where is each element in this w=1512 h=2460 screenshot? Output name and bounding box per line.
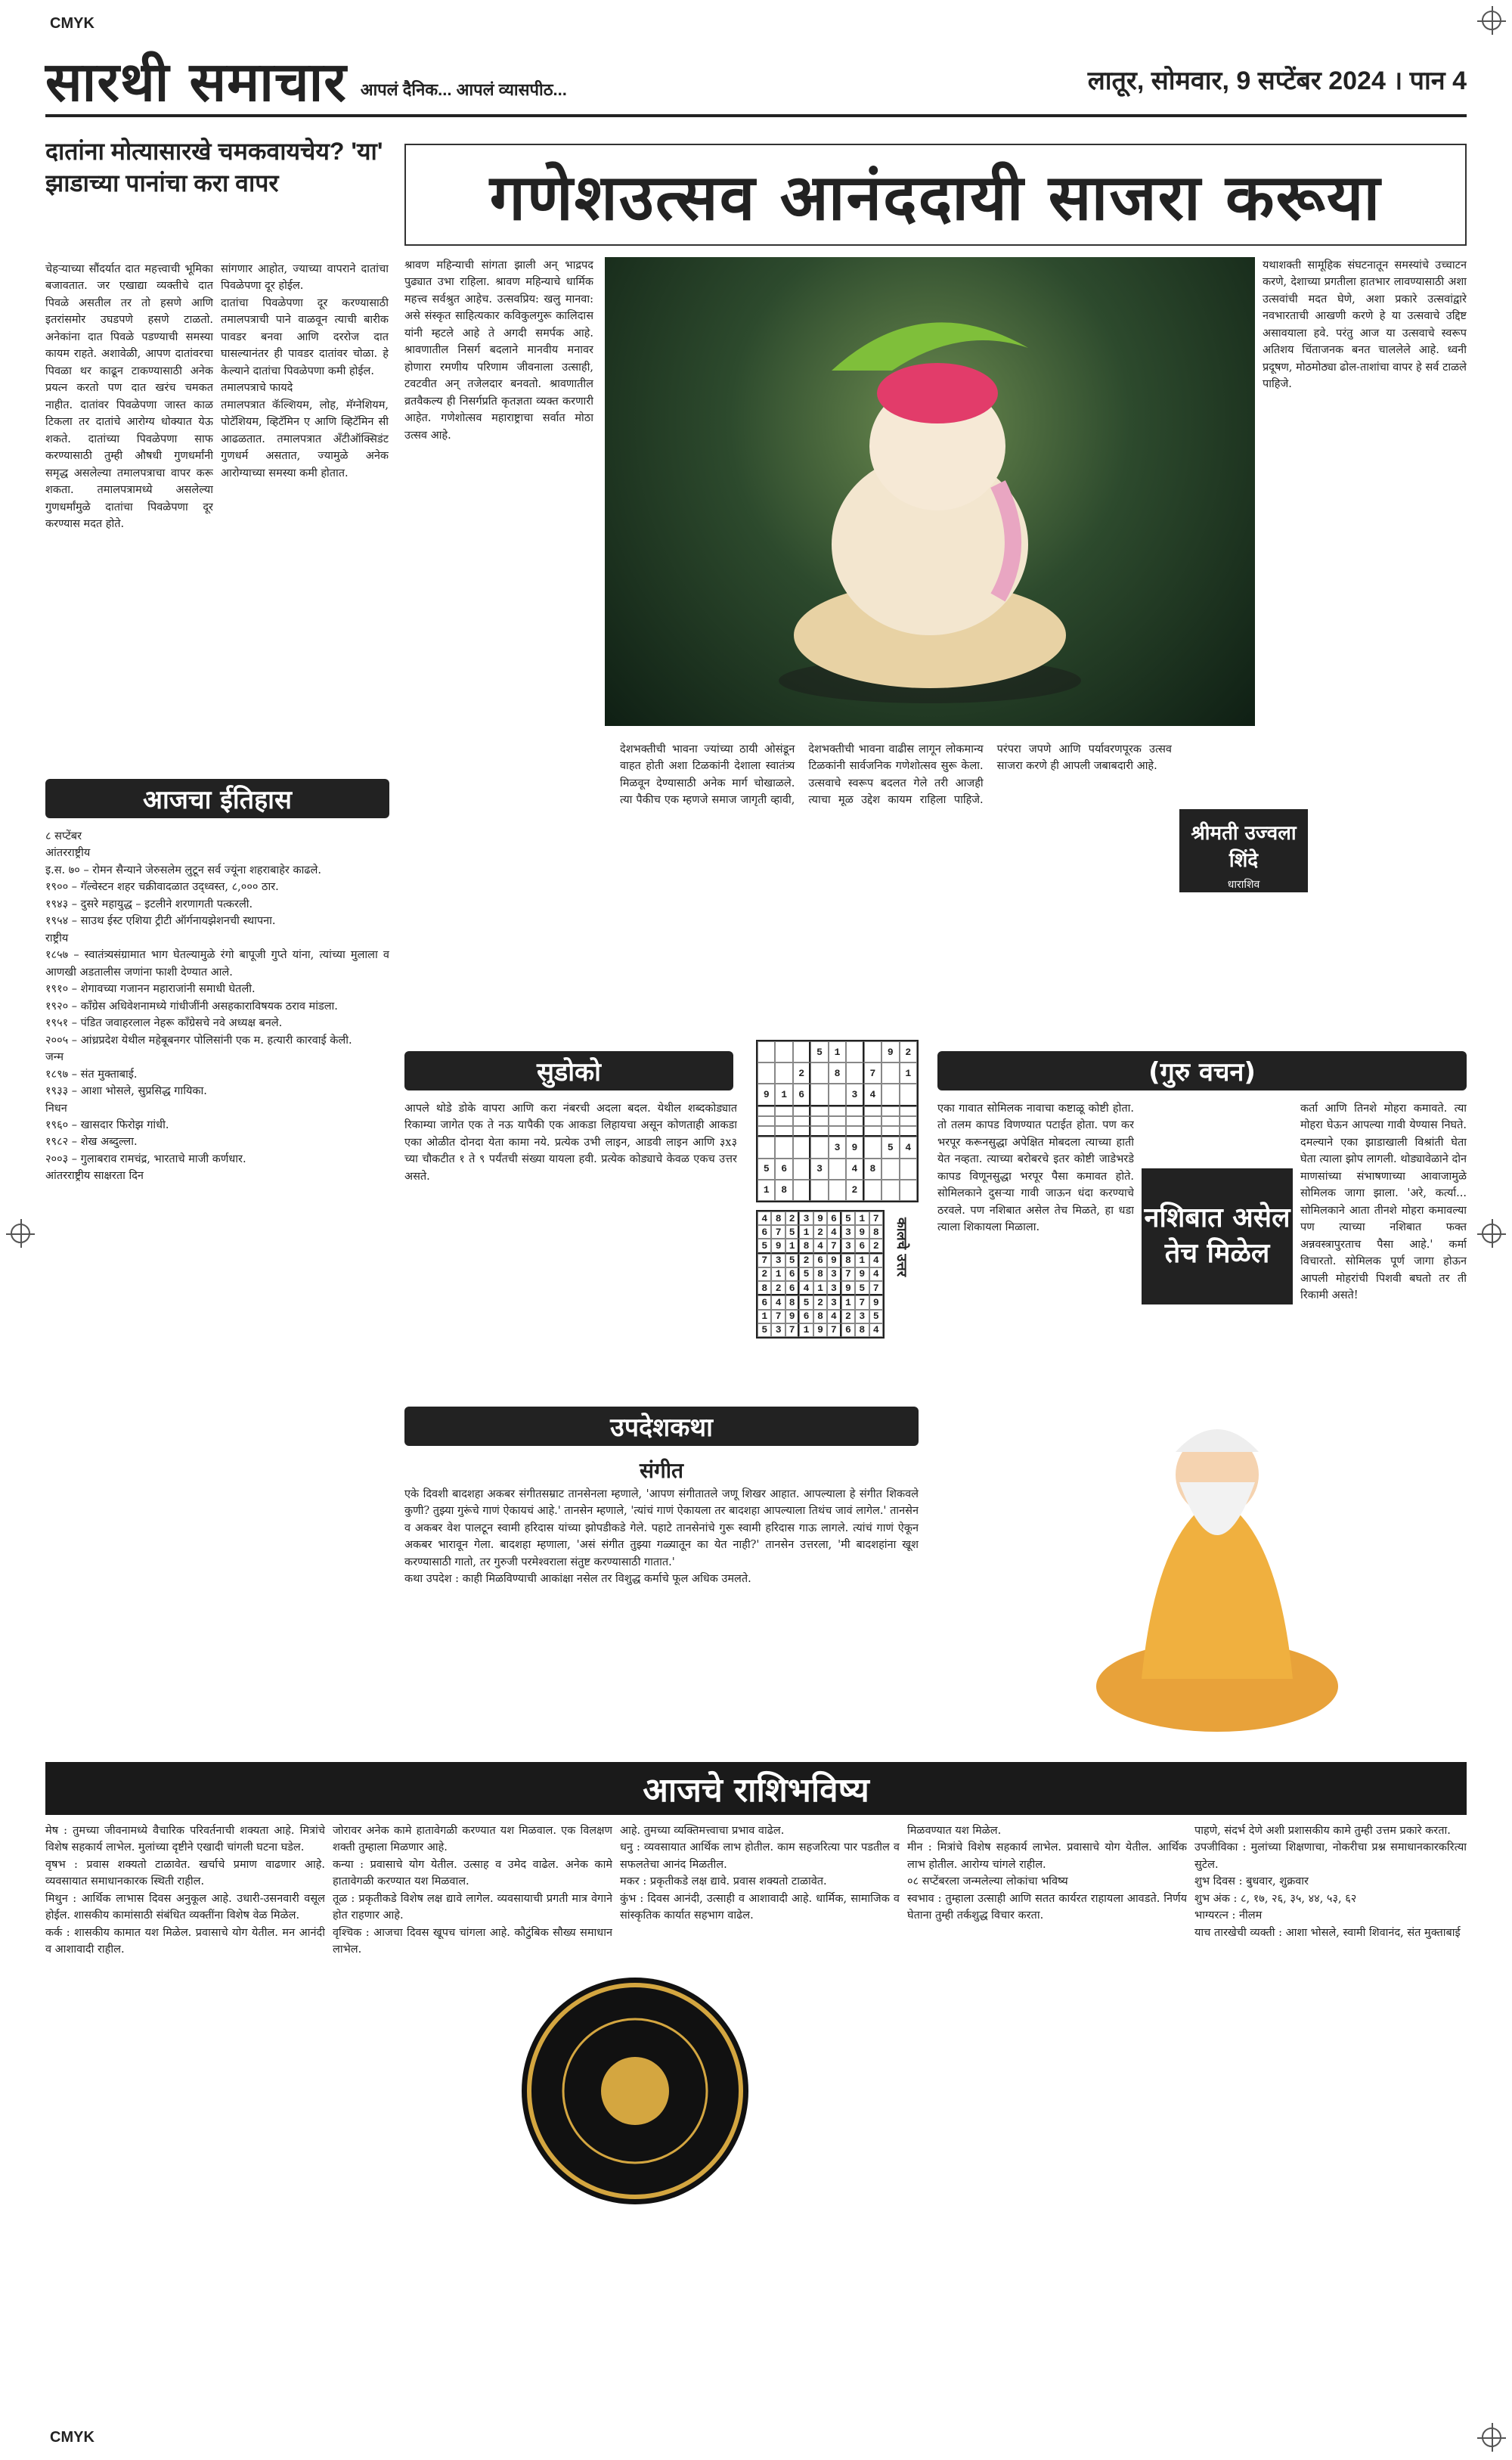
sudoku-answer-cell: 5 — [785, 1254, 799, 1267]
sudoku-cell[interactable] — [758, 1062, 775, 1084]
sudoku-cell[interactable]: 9 — [758, 1084, 775, 1106]
sudoku-answer-cell: 9 — [869, 1295, 883, 1309]
sudoku-cell[interactable] — [775, 1041, 792, 1062]
sudoku-cell[interactable]: 9 — [846, 1137, 863, 1158]
sudoku-cell[interactable] — [810, 1062, 828, 1084]
sudoku-cell[interactable] — [900, 1159, 917, 1180]
sudoku-cell[interactable] — [864, 1116, 881, 1126]
sudoku-cell[interactable] — [810, 1126, 828, 1137]
sudoku-answer-cell: 1 — [785, 1239, 799, 1253]
sudoku-cell[interactable]: 5 — [881, 1137, 899, 1158]
sudoku-answer-cell: 7 — [827, 1239, 841, 1253]
sage-illustration-icon — [1089, 1361, 1346, 1739]
sudoku-cell[interactable]: 3 — [810, 1159, 828, 1180]
rashi-col4: मिळवण्यात यश मिळेल. मीन : मित्रांचे विशेष सहकार्य लाभेल. प्रवासाचे योग येतील. आर्थिक लाभ होतील. आरोग्य चांगले राहील. ०८ सप्टेंबरला जन्मलेल्या लोकांचा भविष्य स्वभाव : तुम्हाला उत्साही आणि सतत कार्यरत राहायला आवडते. निर्णय घेताना तुम्ही तर्कशुद्ध विचार करता. — [907, 1825, 1187, 1922]
sudoku-cell[interactable] — [810, 1084, 828, 1106]
sudoku-answer-cell: 2 — [813, 1225, 827, 1239]
sudoku-answer-cell: 1 — [855, 1211, 869, 1225]
sudoku-answer-cell: 8 — [799, 1239, 813, 1253]
sudoku-answer-cell: 2 — [771, 1281, 785, 1295]
sudoku-answer-cell: 5 — [758, 1323, 771, 1337]
sudoku-answer-cell: 3 — [827, 1267, 841, 1281]
sudoku-answer-cell: 8 — [869, 1225, 883, 1239]
guru-body-left: एका गावात सोमिलक नावाचा कष्टाळू कोष्टी होता. तो तलम कापड विणण्यात पटाईत होता. पण कर भरपूर करूनसुद्धा अपेक्षित मोबदला त्याच्या हाती येत नव्हता. त्याच्या बरोबरचे इतर कोष्टी जाडेभरडे कापड विणूनसुद्धा भरपूर पैसा कमावत होते. सोमिलकाने दुसऱ्या गावी जाऊन धंदा करण्याचे ठरवले. पण नशिबात असेल तेच मिळते, हा धडा त्याला शिकायला मिळाला. — [937, 1103, 1134, 1234]
masthead — [45, 45, 1467, 117]
sudoku-cell[interactable] — [793, 1116, 810, 1126]
sudoku-answer-cell: 5 — [785, 1225, 799, 1239]
sudoku-cell[interactable]: 6 — [793, 1084, 810, 1106]
sudoku-cell[interactable]: 1 — [758, 1180, 775, 1201]
sudoku-answer-cell: 1 — [855, 1254, 869, 1267]
sudoku-cell[interactable] — [900, 1180, 917, 1201]
sudoku-puzzle-grid[interactable] — [756, 1040, 919, 1202]
sudoku-answer-cell: 8 — [813, 1267, 827, 1281]
sudoku-answer-cell: 7 — [841, 1267, 855, 1281]
registration-crosshair-icon — [1482, 1224, 1501, 1243]
sudoku-answer-cell: 4 — [869, 1323, 883, 1337]
sudoku-cell[interactable]: 4 — [864, 1084, 881, 1106]
sudoku-answer-cell: 1 — [771, 1267, 785, 1281]
sudoku-answer-cell: 2 — [758, 1267, 771, 1281]
tagline: आपलं दैनिक... आपलं व्यासपीठ... — [360, 79, 567, 99]
teeth-article-headline: दातांना मोत्यासारखे चमकवायचेय? 'या' झाडाच्या पानांचा करा वापर — [45, 138, 383, 197]
sudoku-answer-cell: 6 — [827, 1211, 841, 1225]
ganesh-article-col-right: यथाशक्ती सामूहिक संघटनातून समस्यांचे उच्चाटन करणे, देशाच्या प्रगतीला हातभार लावण्यासाठी अशा उत्सवांची मदत घेणे, अशा प्रकारे उत्सवांद्वारे नवभारताची आखणी करणे हे या उत्सवाचे उद्दिष्ट असावयाला हवे. परंतु आज या उत्सवाचे स्वरूप अतिशय चिंताजनक बनत चाललेले आहे. ध्वनी प्रदूषण, मोठमोठ्या ढोल-ताशांचा वापर हे सर्व टाळले पाहिजे. — [1263, 259, 1467, 391]
sudoku-answer-cell: 1 — [813, 1281, 827, 1295]
sudoku-answer-cell: 9 — [813, 1323, 827, 1337]
sudoku-answer-cell: 1 — [799, 1225, 813, 1239]
sudoku-answer-cell: 6 — [758, 1295, 771, 1309]
sudoku-answer-cell: 4 — [869, 1267, 883, 1281]
sudoku-cell[interactable] — [864, 1106, 881, 1116]
sudoku-answer-cell: 5 — [869, 1310, 883, 1323]
sudoku-cell[interactable] — [846, 1126, 863, 1137]
sudoku-cell[interactable]: 5 — [810, 1041, 828, 1062]
dateline: लातूर, सोमवार, 9 सप्टेंबर 2024 । पान 4 — [1087, 67, 1467, 95]
sudoku-cell[interactable]: 8 — [775, 1180, 792, 1201]
sudoku-cell[interactable] — [846, 1041, 863, 1062]
sudoku-cell[interactable]: 3 — [846, 1084, 863, 1106]
sudoku-answer-cell: 4 — [827, 1310, 841, 1323]
ganesh-article-banner: गणेशउत्सव आनंददायी साजरा करूया — [404, 144, 1467, 246]
sudoku-answer-cell: 3 — [855, 1310, 869, 1323]
history-body: ८ सप्टेंबर आंतरराष्ट्रीय इ.स. ७० – रोमन सैन्याने जेरुसलेम लुटून सर्व ज्यूंना शहराबाहेर काढले. १९०० – गॅल्वेस्टन शहर चक्रीवादळात उद्ध्वस्त, ८,००० ठार. १९४३ – दुसरे महायुद्ध – इटलीने शरणागती पत्करली. १९५४ – साउथ ईस्ट एशिया ट्रीटी ऑर्गनायझेशनची स्थापना. राष्ट्रीय १८५७ – स्वातंत्र्यसंग्रामात भाग घेतल्यामुळे रंगो बापूजी गुप्ते यांना, त्यांच्या मुलाला व आणखी अडतालीस जणांना फाशी देण्यात आले. १९१० – शेगावच्या गजानन महाराजांनी समाधी घेतली. १९२० – कॉंग्रेस अधिवेशनामध्ये गांधीजींनी असहकाराविषयक ठराव मांडला. १९५१ – पंडित जवाहरलाल नेहरू काँग्रेसचे नवे अध्यक्ष बनले. २००५ – आंध्रप्रदेश येथील महेबूबनगर पोलिसांनी एक म. हत्यारी कारवाई केली. जन्म १८९७ – संत मुक्ताबाई. १९३३ – आशा भोसले, सुप्रसिद्ध गायिका. निधन १९६० – खासदार फिरोझ गांधी. १९८२ – शेख अब्दुल्ला. २००३ – गुलाबराव रामचंद्र, भारताचे माजी कर्णधार. आंतरराष्ट्रीय साक्षरता दिन — [45, 830, 389, 1183]
sudoku-cell[interactable] — [775, 1126, 792, 1137]
sudoku-cell[interactable] — [775, 1137, 792, 1158]
guru-title: नशिबात असेल तेच मिळेल — [1142, 1168, 1293, 1304]
sudoku-answer-cell: 5 — [799, 1295, 813, 1309]
sudoku-cell[interactable] — [810, 1180, 828, 1201]
sudoku-cell[interactable]: 9 — [881, 1041, 899, 1062]
sudoku-answer-cell: 7 — [869, 1211, 883, 1225]
sudoku-cell[interactable] — [793, 1106, 810, 1116]
sudoku-answer-cell: 7 — [827, 1323, 841, 1337]
sudoku-answer-grid — [756, 1210, 885, 1339]
rashi-col5: पाहणे, संदर्भ देणे अशी प्रशासकीय कामे तुम्ही उत्तम प्रकारे करता. उपजीविका : मुलांच्या शिक्षणाचा, नोकरीचा प्रश्न समाधानकारकरित्या सुटेल. शुभ दिवस : बुधवार, शुक्रवार शुभ अंक : ८, १७, २६, ३५, ४४, ५३, ६२ भाग्यरत्न : नीलम याच तारखेची व्यक्ती : आशा भोसले, स्वामी शिवानंद, संत मुक्ताबाई — [1194, 1825, 1467, 1939]
sudoku-cell[interactable] — [793, 1180, 810, 1201]
sudoku-cell[interactable] — [881, 1084, 899, 1106]
rashi-heading: आजचे राशिभविष्य — [45, 1762, 1467, 1815]
sudoku-cell[interactable] — [900, 1116, 917, 1126]
guru-body-right: कर्ता आणि तिनशे मोहरा कमावते. त्या मोहरा घेऊन आपल्या गावी येण्यास निघते. दमल्याने एका झाडाखाली विश्रांती घेता घेता त्याला झोप लागली. थोड्यावेळाने दोन माणसांच्या संभाषणाच्या आवाजामुळे सोमिलक जागा झाला. 'अरे, कर्त्या... सोमिलकाने आता तीनशे मोहरा कमावल्या पण त्याच्या नशिबात फक्त अन्नवस्त्रापुरताच पैसा आहे.' कर्मा विचारतो. सोमिलक पूर्ण जागा होऊन आपली मोहरांची पिशवी बघतो तर ती रिकामी असते! — [1300, 1103, 1467, 1302]
sudoku-answer-cell: 8 — [813, 1310, 827, 1323]
sudoku-cell[interactable] — [881, 1159, 899, 1180]
rashi-col3: आहे. तुमच्या व्यक्तिमत्त्वाचा प्रभाव वाढेल. धनु : व्यवसायात आर्थिक लाभ होतील. काम सहजरित्या पार पडतील व सफलतेचा आनंद मिळतील. मकर : प्रकृतीकडे लक्ष द्यावे. प्रवास शक्यतो टाळावेत. कुंभ : दिवस आनंदी, उत्साही व आशावादी आहे. धार्मिक, सामाजिक व सांस्कृतिक कार्यात सहभाग वाढेल. — [620, 1825, 900, 1922]
sudoku-cell[interactable] — [881, 1116, 899, 1126]
sudoku-cell[interactable] — [881, 1106, 899, 1116]
sudoku-answer-cell: 3 — [841, 1239, 855, 1253]
sudoku-cell[interactable]: 4 — [900, 1137, 917, 1158]
author-name: श्रीमती उज्वला शिंदे — [1191, 822, 1297, 872]
sudoku-cell[interactable] — [793, 1126, 810, 1137]
sudoku-answer-cell: 7 — [758, 1254, 771, 1267]
sudoku-cell[interactable] — [864, 1180, 881, 1201]
sudoku-answer-cell: 6 — [799, 1310, 813, 1323]
sudoku-answer-cell: 4 — [799, 1281, 813, 1295]
sudoku-cell[interactable] — [775, 1116, 792, 1126]
ganesh-idol-photo — [605, 257, 1255, 726]
sudoku-cell[interactable] — [881, 1180, 899, 1201]
sudoku-answer-cell: 9 — [771, 1239, 785, 1253]
sudoku-cell[interactable] — [758, 1116, 775, 1126]
ganesh-article-col-left: श्रावण महिन्याची सांगता झाली अन् भाद्रपद पुढ्यात उभा राहिला. श्रावण महिन्याचे धार्मिक महत्त्व सर्वश्रुत आहेच. उत्सवप्रिय: खलु मानवा: असे संस्कृत साहित्यकार कविकुलगुरू कालिदास यांनी म्हटले आहे ते अगदी समर्पक आहे. श्रावणातील निसर्ग बदलाने मानवीय मनावर होणारा रमणीय परिणाम जीवनाला उत्साही, टवटवीत अन् तजेलदार बनवतो. श्रावणातील व्रतवैकल्य ही निसर्गप्रति कृतज्ञता व्यक्त करणारी आहेत. गणेशोत्सव महाराष्ट्राचा सर्वात मोठा उत्सव आहे. — [404, 259, 593, 442]
sudoku-cell[interactable] — [900, 1084, 917, 1106]
sudoku-cell[interactable] — [900, 1126, 917, 1137]
sudoku-answer-cell: 6 — [813, 1254, 827, 1267]
registration-crosshair-icon — [11, 1224, 30, 1243]
sudoku-cell[interactable]: 2 — [793, 1062, 810, 1084]
sudoku-cell[interactable]: 2 — [846, 1180, 863, 1201]
sudoku-answer-cell: 2 — [799, 1254, 813, 1267]
sudoku-answer-cell: 8 — [785, 1295, 799, 1309]
sudoku-answer-cell: 7 — [771, 1310, 785, 1323]
sudoku-cell[interactable]: 4 — [846, 1159, 863, 1180]
sudoku-cell[interactable]: 6 — [775, 1159, 792, 1180]
sudoku-tab: सुडोको — [404, 1051, 733, 1090]
sudoku-cell[interactable] — [775, 1062, 792, 1084]
sudoku-cell[interactable] — [758, 1137, 775, 1158]
registration-crosshair-icon — [1482, 11, 1501, 30]
sudoku-answer-cell: 6 — [785, 1281, 799, 1295]
newspaper-brand: सारथी समाचार — [45, 48, 347, 113]
sudoku-answer-cell: 1 — [799, 1323, 813, 1337]
sudoku-answer-cell: 9 — [855, 1225, 869, 1239]
sudoku-cell[interactable] — [864, 1126, 881, 1137]
rashi-col2-top: जोरावर अनेक कामे हातावेगळी करण्यात यश मिळवाल. एक विलक्षण शक्ती तुम्हाला मिळणार आहे. कन्या : प्रवासाचे योग येतील. उत्साह व उमेद वाढेल. अनेक कामे हातावेगळी करण्यात यश मिळवाल. तूळ : प्रकृतीकडे विशेष लक्ष द्यावे लागेल. व्यवसायाची प्रगती मात्र वेगाने होत राहणार आहे. वृश्चिक : आजचा दिवस खूपच चांगला आहे. कौटुंबिक सौख्य समाधान लाभेल. — [333, 1825, 612, 1956]
sudoku-cell[interactable] — [900, 1106, 917, 1116]
sudoku-answer-cell: 8 — [855, 1323, 869, 1337]
sudoku-cell[interactable]: 1 — [775, 1084, 792, 1106]
sudoku-cell[interactable]: 2 — [900, 1041, 917, 1062]
cmyk-mark-bottom: CMYK — [50, 2429, 94, 2446]
sudoku-answer-cell: 7 — [855, 1295, 869, 1309]
sudoku-answer-cell: 7 — [771, 1225, 785, 1239]
teeth-article-col1: चेहऱ्याच्या सौंदर्यात दात महत्त्वाची भूमिका बजावतात. जर एखाद्या व्यक्तीचे दात पिवळे असतील तर तो हसणे आणि इतरांसमोर उघडपणे हसणे टाळतो. अनेकांना दात पिवळे पडण्याची समस्या कायम राहते. अशावेळी, आपण दातांवरचा पिवळा थर काढून टाकण्यासाठी अनेक प्रयत्न करतो पण दात खरंच चमकत नाहीत. दातांवर पिवळेपणा जास्त काळ टिकला तर दातांचे आरोग्य धोक्यात येऊ शकते. दातांच्या पिवळेपणा साफ करण्यासाठी तुम्ही औषधी गुणधर्मांनी समृद्ध असलेल्या तमालपत्राचा वापर करू शकता. तमालपत्रामध्ये असलेल्या गुणधर्मांमुळे दातांचा पिवळेपणा दूर करण्यास मदत होते. — [45, 263, 213, 531]
sudoku-answer-cell: 4 — [813, 1239, 827, 1253]
sudoku-answer-cell: 1 — [758, 1310, 771, 1323]
sudoku-answer-cell: 7 — [785, 1323, 799, 1337]
upadesh-tab: उपदेशकथा — [404, 1407, 919, 1446]
sudoku-cell[interactable]: 1 — [900, 1062, 917, 1084]
author-box — [1179, 809, 1308, 892]
sudoku-answer-cell: 5 — [855, 1281, 869, 1295]
cmyk-mark-top: CMYK — [50, 15, 94, 32]
sudoku-instructions: आपले थोडे डोके वापरा आणि करा नंबरची अदला बदल. येथील शब्दकोड्यात रिकाम्या जागेत एक ते नऊ यापैकी एक आकडा लिहायचा असून कोणताही आकडा एका ओळीत दोनदा येता कामा नये. प्रत्येक उभी लाइन, आडवी लाइन आणि ३x३ च्या चौकटीत १ ते ९ पर्यंतची संख्या यायला हवी. प्रत्येक कोड्याचे केवळ एकच उत्तर असते. — [404, 1103, 737, 1183]
sudoku-answer-cell: 9 — [785, 1310, 799, 1323]
sudoku-cell[interactable] — [810, 1137, 828, 1158]
sudoku-cell[interactable] — [758, 1126, 775, 1137]
sudoku-cell[interactable] — [758, 1041, 775, 1062]
sudoku-cell[interactable] — [810, 1106, 828, 1116]
sudoku-cell[interactable]: 3 — [829, 1137, 846, 1158]
sudoku-cell[interactable] — [864, 1041, 881, 1062]
sudoku-answer-cell: 5 — [758, 1239, 771, 1253]
sudoku-cell[interactable]: 8 — [829, 1062, 846, 1084]
sudoku-answer-cell: 2 — [813, 1295, 827, 1309]
sudoku-answer-cell: 3 — [799, 1211, 813, 1225]
rashi-col1: मेष : तुमच्या जीवनामध्ये वैचारिक परिवर्तनाची शक्यता आहे. मित्रांचे विशेष सहकार्य लाभेल. मुलांच्या दृष्टीने एखादी चांगली घटना घडेल. वृषभ : प्रवास शक्यतो टाळावेत. खर्चाचे प्रमाण वाढणार आहे. व्यवसायात समाधानकारक स्थिती राहील. मिथुन : आर्थिक लाभास दिवस अनुकूल आहे. उधारी-उसनवारी वसूल होईल. शासकीय कामांसाठी संबंधित व्यक्तींना विशेष वेळ मिळेल. कर्क : शासकीय कामात यश मिळेल. प्रवासाचे योग येतील. मन आनंदी व आशावादी राहील. — [45, 1825, 325, 1956]
sudoku-answer-cell: 3 — [771, 1323, 785, 1337]
sudoku-answer-cell: 7 — [869, 1281, 883, 1295]
sudoku-cell[interactable] — [829, 1126, 846, 1137]
sudoku-answer-cell: 5 — [841, 1211, 855, 1225]
upadesh-body: एके दिवशी बादशहा अकबर संगीतसम्राट तानसेनला म्हणाले, 'आपण संगीतातले जणू शिखर आहात. आपल्याला हे संगीत शिकवले कुणी? तुझ्या गुरूंचे गाणं ऐकायचं आहे.' तानसेन म्हणाले, 'त्यांचं गाणं ऐकायला तर बादशहा आपल्याला तिथंच जावं लागेल.' तानसेन व अकबर वेश पालटून स्वामी हरिदास यांच्या झोपडीकडे गेले. पहाटे तानसेनांचे गुरू स्वामी हरिदास गाऊ लागले. त्यांचं गाणं ऐकून अकबर भारावून गेला. बादशहा म्हणाला, 'असं संगीत तुझ्या गळ्यातून का येत नाही?' तानसेन उत्तरला, 'मी बादशहांना खूश करण्यासाठी गातो, तर गुरुजी परमेश्वराला संतुष्ट करण्यासाठी गातात.' कथा उपदेश : काही मिळविण्याची आकांक्षा नसेल तर विशुद्ध कर्माचे फूल अधिक उमलते. — [404, 1488, 919, 1586]
sudoku-answer-cell: 6 — [841, 1323, 855, 1337]
sudoku-cell[interactable] — [810, 1116, 828, 1126]
sudoku-answer-cell: 4 — [827, 1225, 841, 1239]
sudoku-answer-cell: 6 — [855, 1239, 869, 1253]
sudoku-answer-cell: 9 — [841, 1281, 855, 1295]
sudoku-cell[interactable] — [829, 1180, 846, 1201]
sudoku-cell[interactable] — [846, 1062, 863, 1084]
sudoku-cell[interactable] — [793, 1137, 810, 1158]
sudoku-answer-cell: 5 — [799, 1267, 813, 1281]
sudoku-answer-cell: 3 — [827, 1295, 841, 1309]
sudoku-cell[interactable] — [829, 1106, 846, 1116]
sudoku-answer-cell: 8 — [771, 1211, 785, 1225]
upadesh-title: संगीत — [640, 1458, 683, 1483]
sudoku-cell[interactable]: 8 — [864, 1159, 881, 1180]
sudoku-answer-cell: 2 — [841, 1310, 855, 1323]
sudoku-cell[interactable] — [793, 1159, 810, 1180]
sudoku-answer-cell: 8 — [758, 1281, 771, 1295]
sudoku-cell[interactable] — [829, 1084, 846, 1106]
sudoku-cell[interactable] — [881, 1062, 899, 1084]
sudoku-answer-cell: 3 — [771, 1254, 785, 1267]
sudoku-cell[interactable]: 1 — [829, 1041, 846, 1062]
sudoku-answer-cell: 2 — [869, 1239, 883, 1253]
sudoku-answer-cell: 4 — [869, 1254, 883, 1267]
sudoku-cell[interactable] — [846, 1116, 863, 1126]
sudoku-answer-cell: 6 — [785, 1267, 799, 1281]
sudoku-cell[interactable] — [881, 1126, 899, 1137]
sudoku-cell[interactable] — [758, 1106, 775, 1116]
sudoku-cell[interactable] — [846, 1106, 863, 1116]
sudoku-answer-cell: 9 — [827, 1254, 841, 1267]
sudoku-answer-cell: 3 — [841, 1225, 855, 1239]
ganesh-article-bottom-cols: देशभक्तीची भावना ज्यांच्या ठायी ओसंडून वाहत होती अशा टिळकांनी देशाला स्वातंत्र्य मिळवून देण्यासाठी अनेक मार्ग चोखाळले. त्या पैकीच एक म्हणजे समाज जागृती व्हावी, देशभक्तीची भावना वाढीस लागून लोकमान्य टिळकांनी सार्वजनिक गणेशोत्सव सुरू केला. उत्सवाचे स्वरूप बदलत गेले तरी आजही त्याचा मूळ उद्देश कायम राहिला पाहिजे. परंपरा जपणे आणि पर्यावरणपूरक उत्सव साजरा करणे ही आपली जबाबदारी आहे. — [620, 743, 1172, 807]
sudoku-cell[interactable]: 7 — [864, 1062, 881, 1084]
sudoku-cell[interactable] — [775, 1106, 792, 1116]
sudoku-answer-cell: 2 — [785, 1211, 799, 1225]
sudoku-answer-label: कालचे उत्तर — [894, 1218, 909, 1277]
sudoku-answer-cell: 1 — [841, 1295, 855, 1309]
sudoku-answer-cell: 9 — [813, 1211, 827, 1225]
sudoku-cell[interactable] — [864, 1137, 881, 1158]
sudoku-cell[interactable] — [829, 1116, 846, 1126]
history-tab: आजचा ईतिहास — [45, 779, 389, 818]
author-place: धाराशिव — [1227, 879, 1260, 891]
sudoku-answer-cell: 4 — [771, 1295, 785, 1309]
sudoku-cell[interactable] — [793, 1041, 810, 1062]
sudoku-cell[interactable] — [829, 1159, 846, 1180]
sudoku-answer-cell: 6 — [758, 1225, 771, 1239]
registration-crosshair-icon — [1482, 2427, 1501, 2447]
sudoku-answer-cell: 4 — [758, 1211, 771, 1225]
sudoku-answer-cell: 9 — [855, 1267, 869, 1281]
guru-tab: (गुरु वचन) — [937, 1051, 1467, 1090]
sudoku-cell[interactable]: 5 — [758, 1159, 775, 1180]
sudoku-answer-cell: 3 — [827, 1281, 841, 1295]
sudoku-answer-cell: 8 — [841, 1254, 855, 1267]
teeth-article-col2: सांगणार आहोत, ज्याच्या वापराने दातांचा पिवळेपणा दूर होईल. दातांचा पिवळेपणा दूर करण्यासाठी तमालपत्राची पाने वाळवून त्याची बारीक पावडर बनवा आणि दररोज दात घासल्यानंतर ही पावडर दातांवर चोळा. हे केल्याने दातांचा पिवळेपणा कमी होईल. तमालपत्राचे फायदे तमालपत्रात कॅल्शियम, लोह, मॅग्नेशियम, पोटॅशियम, व्हिटॅमिन ए आणि व्हिटॅमिन सी आढळतात. तमालपत्रात अँटीऑक्सिडंट गुणधर्म असतात, ज्यामुळे अनेक आरोग्याच्या समस्या कमी होतात. — [221, 263, 389, 479]
